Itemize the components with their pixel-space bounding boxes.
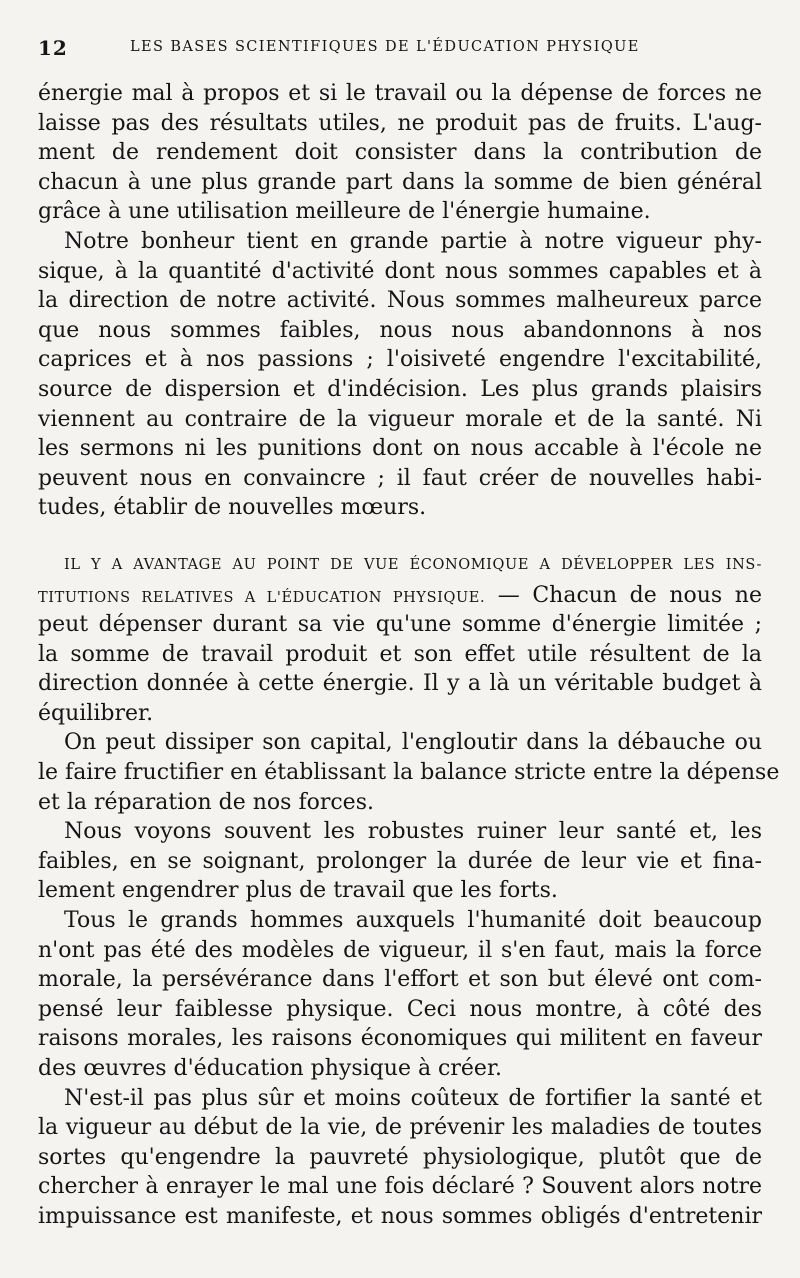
text-line: faibles, en se soignant, prolonger la durée de leur vie et fina- (38, 848, 762, 874)
text-line: direction donnée à cette énergie. Il y a là un véritable budget à (38, 671, 762, 697)
page-header (38, 36, 763, 62)
text-fragment: — Chacun de nous ne (485, 582, 762, 608)
text-line: laisse pas des résultats utiles, ne produit pas de fruits. L'aug- (38, 110, 762, 136)
text-line: viennent au contraire de la vigueur morale et de la santé. Ni (38, 406, 762, 432)
page-number: 12 (38, 36, 68, 60)
text-line: la somme de travail produit et son effet utile résultent de la (38, 641, 762, 667)
text-line: chacun à une plus grande part dans la somme de bien général (38, 169, 762, 195)
section-paragraph (38, 551, 762, 729)
text-line: tudes, établir de nouvelles mœurs. (38, 495, 427, 521)
text-line: que nous sommes faibles, nous nous abandonnons à nos (38, 317, 762, 343)
text-line: Notre bonheur tient en grande partie à notre vigueur phy- (64, 228, 762, 254)
text-line: et la réparation de nos forces. (38, 789, 374, 815)
text-line: impuissance est manifeste, et nous sommes obligés d'entretenir (38, 1203, 762, 1229)
text-line: lement engendrer plus de travail que les forts. (38, 878, 558, 904)
text-line: peuvent nous en convaincre ; il faut créer de nouvelles habi- (38, 465, 762, 491)
paragraph (38, 817, 762, 906)
paragraph (38, 728, 780, 817)
text-line: Nous voyons souvent les robustes ruiner leur santé et, les (64, 819, 762, 845)
text-line: pensé leur faiblesse physique. Ceci nous montre, à côté des (38, 996, 762, 1022)
text-line: les sermons ni les punitions dont on nous accable à l'école ne (38, 436, 762, 462)
text-line: raisons morales, les raisons économiques qui militent en faveur (38, 1026, 762, 1052)
text-line: des œuvres d'éducation physique à créer. (38, 1056, 503, 1081)
paragraph (38, 1084, 762, 1232)
page-body (38, 79, 780, 1232)
running-head: LES BASES SCIENTIFIQUES DE L'ÉDUCATION PHYSIQUE (130, 39, 640, 55)
text-line: la direction de notre activité. Nous sommes malheureux parce (38, 288, 762, 314)
text-line: Tous le grands hommes auxquels l'humanité doit beaucoup (64, 908, 762, 934)
text-line: sortes qu'engendre la pauvreté physiologique, plutôt que de (38, 1144, 762, 1170)
text-line (38, 581, 762, 611)
text-line: équilibrer. (38, 700, 154, 726)
section-gap (38, 523, 762, 551)
paragraph (38, 79, 762, 227)
text-line: peut dépenser durant sa vie qu'une somme d'énergie limitée ; (38, 612, 762, 638)
text-line: chercher à enrayer le mal une fois déclaré ? Souvent alors notre (38, 1174, 762, 1200)
text-line: On peut dissiper son capital, l'engloutir dans la débauche ou (64, 730, 762, 756)
text-line: énergie mal à propos et si le travail ou la dépense de forces ne (38, 81, 762, 106)
text-line: sique, à la quantité d'activité dont nous sommes capables et à (38, 258, 762, 284)
text-line: morale, la persévérance dans l'effort et son but élevé ont com- (38, 967, 762, 993)
text-line: n'ont pas été des modèles de vigueur, il s'en faut, mais la force (38, 937, 762, 963)
text-line: caprices et à nos passions ; l'oisiveté engendre l'excitabilité, (38, 347, 762, 373)
text-line: N'est-il pas plus sûr et moins coûteux de fortifier la santé et (64, 1085, 762, 1111)
text-line: source de dispersion et d'indécision. Les plus grands plaisirs (38, 376, 762, 402)
paragraph (38, 906, 762, 1084)
section-heading: IL Y A AVANTAGE AU POINT DE VUE ÉCONOMIQUE A DÉVELOPPER LES INS- (64, 556, 762, 573)
text-line: la vigueur au début de la vie, de prévenir les maladies de toutes (38, 1115, 762, 1141)
paragraph (38, 227, 762, 523)
text-line: ment de rendement doit consister dans la contribution de (38, 140, 762, 166)
text-line: le faire fructifier en établissant la balance stricte entre la dépense (38, 760, 780, 786)
section-heading-continued: TITUTIONS RELATIVES A L'ÉDUCATION PHYSIQUE. (38, 589, 486, 606)
text-line: grâce à une utilisation meilleure de l'énergie humaine. (38, 199, 651, 225)
